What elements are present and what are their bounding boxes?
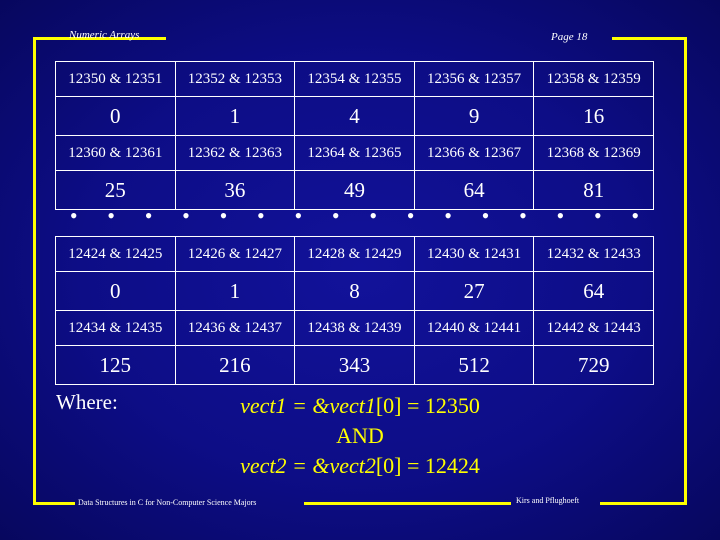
dot: • [219,203,228,228]
value-cell: 1 [175,272,295,311]
value-row [56,346,654,385]
dot: • [69,203,78,228]
where-label: Where: [56,390,118,414]
ellipsis-dots [55,203,654,229]
frame-bottom-left [33,502,75,505]
address-cell: 12426 & 12427 [175,237,295,272]
value-row [56,272,654,311]
formula-1-lhs: vect1 = &vect1 [240,393,376,418]
address-cell: 12356 & 12357 [414,62,534,97]
dot: • [631,203,640,228]
value-cell: 4 [295,97,415,136]
address-row [56,136,654,171]
address-cell: 12434 & 12435 [56,311,176,346]
address-row [56,237,654,272]
address-cell: 12428 & 12429 [295,237,415,272]
address-row [56,62,654,97]
dot: • [294,203,303,228]
frame-right [684,37,687,505]
dot: • [593,203,602,228]
value-cell: 25 [56,171,176,210]
footer-course: Data Structures in C for Non-Computer Science Majors [78,498,257,507]
address-cell: 12440 & 12441 [414,311,534,346]
formula-line-3 [215,453,505,479]
frame-bottom-right [600,502,687,505]
formula-1-rhs: [0] = 12350 [375,393,480,418]
value-cell: 512 [414,346,534,385]
dot: • [406,203,415,228]
value-cell: 81 [534,171,654,210]
value-cell: 9 [414,97,534,136]
dot: • [257,203,265,228]
address-cell: 12430 & 12431 [414,237,534,272]
address-cell: 12436 & 12437 [175,311,295,346]
address-row [56,311,654,346]
dot: • [182,203,190,228]
dot: • [444,203,452,228]
address-cell: 12438 & 12439 [295,311,415,346]
value-cell: 36 [175,171,295,210]
address-cell: 12360 & 12361 [56,136,176,171]
address-cell: 12350 & 12351 [56,62,176,97]
dot: • [144,203,153,228]
value-cell: 125 [56,346,176,385]
dot: • [107,203,115,228]
value-cell: 49 [295,171,415,210]
formula-3-lhs: vect2 = &vect2 [240,453,376,478]
value-cell: 64 [534,272,654,311]
formula-and: AND [336,423,384,448]
value-cell: 27 [414,272,534,311]
array-table-2 [55,236,654,385]
value-cell: 343 [295,346,415,385]
address-cell: 12442 & 12443 [534,311,654,346]
value-row [56,97,654,136]
address-cell: 12368 & 12369 [534,136,654,171]
value-cell: 16 [534,97,654,136]
formula-3-rhs: [0] = 12424 [375,453,480,478]
value-cell: 8 [295,272,415,311]
value-cell: 0 [56,97,176,136]
value-cell: 729 [534,346,654,385]
frame-left [33,37,36,505]
address-cell: 12352 & 12353 [175,62,295,97]
address-cell: 12364 & 12365 [295,136,415,171]
address-cell: 12362 & 12363 [175,136,295,171]
footer-authors: Kirs and Pflughoeft [516,496,580,505]
address-cell: 12354 & 12355 [295,62,415,97]
frame-bottom-mid [304,502,511,505]
value-cell: 64 [414,171,534,210]
slide-title: Numeric Arrays [69,29,140,41]
address-cell: 12366 & 12367 [414,136,534,171]
array-table-1 [55,61,654,210]
dot: • [519,203,527,228]
frame-top-right [612,37,687,40]
dot: • [481,203,490,228]
dot: • [369,203,378,228]
value-cell: 1 [175,97,295,136]
address-cell: 12424 & 12425 [56,237,176,272]
address-cell: 12358 & 12359 [534,62,654,97]
value-cell: 216 [175,346,295,385]
page-number: Page 18 [551,31,588,43]
address-cell: 12432 & 12433 [534,237,654,272]
formula-line-1 [215,393,505,419]
value-cell: 0 [56,272,176,311]
dot: • [556,203,565,228]
dot: • [331,203,340,228]
